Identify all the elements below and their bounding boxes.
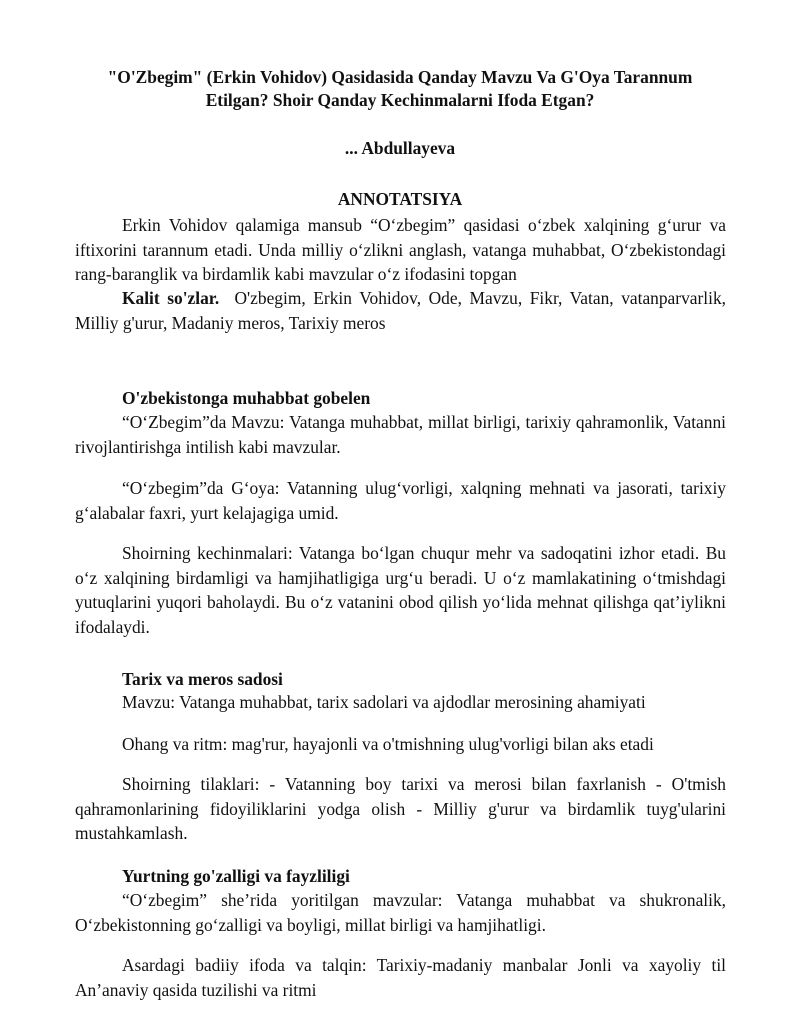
annotation-heading: ANNOTATSIYA — [337, 189, 463, 209]
keywords-paragraph — [75, 286, 726, 335]
section-heading-history: Tarix va meros sadosi — [122, 669, 283, 689]
document-author: ... Abdullayeva — [344, 138, 456, 158]
section-heading-beauty: Yurtning go'zalligi va fayzliligi — [122, 866, 350, 886]
section2-tone-line: Ohang va ritm: mag'rur, hayajonli va o'tmishning ulug'vorligi bilan aks etadi — [122, 734, 654, 754]
section3-themes-paragraph: “O‘zbegim” she’rida yoritilgan mavzular: Vatanga muhabbat va shukronalik, O‘zbekistonning go‘zalligi va boyligi, millat birligi va hamjihatligi. — [75, 890, 726, 935]
section2-wishes-paragraph: Shoirning tilaklari: - Vatanning boy tarixi va merosi bilan faxrlanish - O'tmish qahramonlarining fidoyiliklarini yodga olish - Milliy g'urur va birdamlik tuyg'ularini mustahkamlash. — [75, 774, 726, 843]
keywords-label: Kalit so'zlar. — [122, 288, 220, 308]
section1-idea-paragraph: “O‘zbegim”da G‘oya: Vatanning ulug‘vorligi, xalqning mehnati va jasorati, tarixiy g‘alabalar faxri, yurt kelajagiga umid. — [75, 478, 726, 523]
document-title: "O'Zbegim" (Erkin Vohidov) Qasidasida Qanday Mavzu Va G'Oya Tarannum Etilgan? Shoir Qanday Kechinmalarni Ifoda Etgan? — [107, 67, 693, 110]
section1-feelings-paragraph: Shoirning kechinmalari: Vatanga bo‘lgan chuqur mehr va sadoqatini izhor etadi. Bu o‘z xalqining birdamligi va hamjihatligiga urg‘u beradi. U o‘z mamlakatining o‘tmishdagi yutuqlarini yuqori baholaydi. Bu o‘z vatanini obod qilish yo‘lida mehnat qilishga qat’iylikni ifodalaydi. — [75, 543, 726, 637]
keywords-text: O'zbegim, Erkin Vohidov, Ode, Mavzu, Fikr, Vatan, vatanparvarlik, Milliy g'urur, Madaniy meros, Tarixiy meros — [75, 288, 726, 333]
section3-expression-paragraph: Asardagi badiiy ifoda va talqin: Tarixiy-madaniy manbalar Jonli va xayoliy til An’anaviy qasida tuzilishi va ritmi — [75, 955, 726, 1000]
section2-theme-line: Mavzu: Vatanga muhabbat, tarix sadolari va ajdodlar merosining ahamiyati — [122, 692, 646, 712]
section-heading-love: O'zbekistonga muhabbat gobelen — [122, 388, 371, 408]
section1-theme-paragraph: “O‘Zbegim”da Mavzu: Vatanga muhabbat, millat birligi, tarixiy qahramonlik, Vatanni rivojlantirishga intilish kabi mavzular. — [75, 412, 726, 457]
annotation-text: Erkin Vohidov qalamiga mansub “O‘zbegim” qasidasi o‘zbek xalqining g‘urur va iftixorini tarannum etadi. Unda milliy o‘zlikni anglash, vatanga muhabbat, O‘zbekistondagi rang-baranglik va birdamlik kabi mavzular o‘z ifodasini topgan — [75, 215, 726, 284]
